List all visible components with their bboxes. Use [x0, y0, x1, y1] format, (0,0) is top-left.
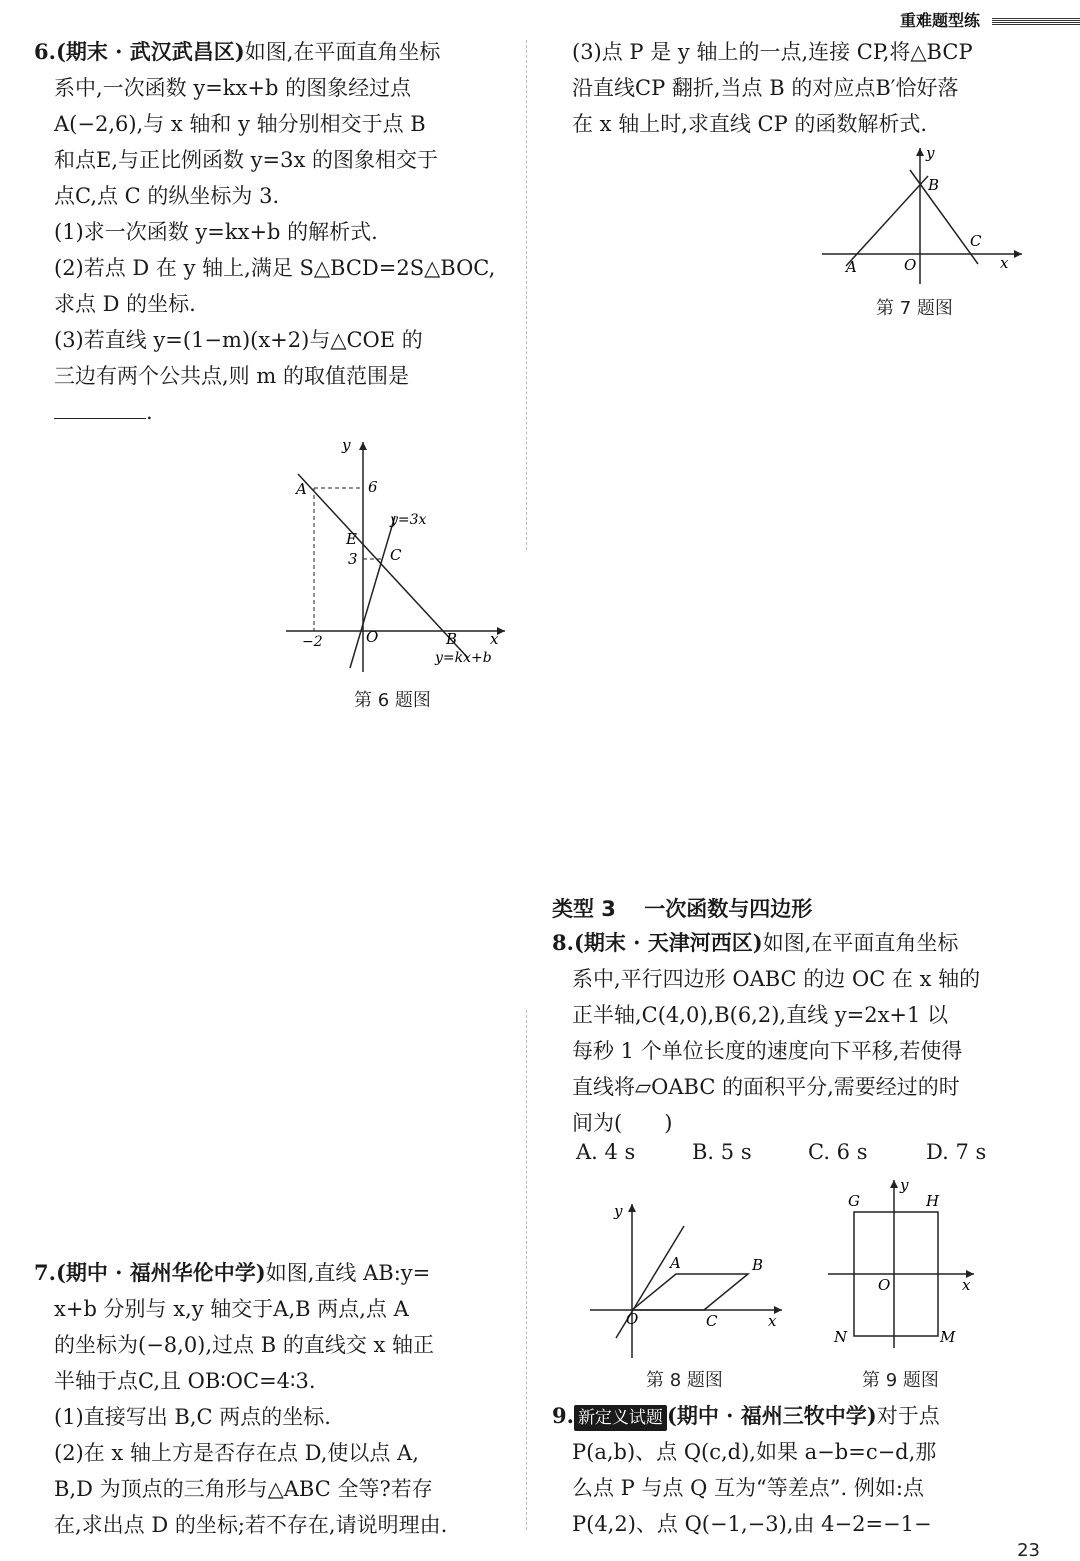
question-number: 6.	[34, 39, 56, 64]
label-y-axis: y	[900, 1176, 909, 1194]
question-7	[34, 1255, 514, 1543]
line-AB	[846, 176, 928, 266]
y-axis-arrow	[359, 442, 367, 450]
question-text-line: (3)点 P 是 y 轴上的一点,连接 CP,将△BCP	[572, 40, 973, 64]
question-text-line: x+b 分别与 x,y 轴交于A,B 两点,点 A	[54, 1297, 409, 1321]
y-axis-arrow	[628, 1204, 636, 1212]
question-source: (期末 · 武汉武昌区)	[55, 39, 245, 64]
label-point-B: B	[752, 1256, 764, 1274]
question-part-2-cont: B,D 为顶点的三角形与△ABC 全等?若存	[54, 1477, 433, 1501]
label-y-axis: y	[926, 144, 935, 162]
figure-7	[818, 144, 1028, 290]
question-source: (期中 · 福州三牧中学)	[666, 1403, 877, 1428]
label-point-C: C	[970, 232, 982, 250]
page-header	[900, 4, 1080, 32]
question-text-line: 在 x 轴上时,求直线 CP 的函数解析式.	[572, 112, 928, 136]
label-neg-two: −2	[302, 634, 323, 650]
question-source: (期末 · 天津河西区)	[573, 930, 763, 955]
question-text-line: 直线将▱OABC 的面积平分,需要经过的时	[572, 1075, 960, 1099]
column-divider-bottom	[526, 1010, 527, 1530]
choice-b[interactable]: B. 5 s	[692, 1140, 752, 1164]
figure-9	[822, 1174, 982, 1354]
label-point-B: B	[928, 176, 940, 194]
question-9	[552, 1398, 1032, 1542]
label-point-E: E	[346, 530, 357, 548]
label-x-axis: x	[1000, 254, 1009, 272]
label-three: 3	[348, 550, 358, 568]
figure-8	[586, 1198, 786, 1360]
question-text-line: 系中,平行四边形 OABC 的边 OC 在 x 轴的	[572, 967, 981, 991]
header-title: 重难题型练	[900, 11, 981, 30]
question-text-line: P(4,2)、点 Q(−1,−3),由 4−2=−1−	[572, 1512, 932, 1536]
question-text-line: 正半轴,C(4,0),B(6,2),直线 y=2x+1 以	[572, 1003, 949, 1027]
question-text-line: 的坐标为(−8,0),过点 B 的直线交 x 轴正	[54, 1333, 435, 1357]
question-part-3: (3)若直线 y=(1−m)(x+2)与△COE 的	[54, 328, 423, 352]
question-part-2-cont: 求点 D 的坐标.	[54, 292, 196, 316]
question-number: 9.	[552, 1403, 574, 1428]
label-y-axis: y	[614, 1202, 623, 1220]
choice-d[interactable]: D. 7 s	[926, 1140, 987, 1164]
figure-7-caption: 第 7 题图	[876, 298, 953, 319]
question-8	[552, 925, 1032, 1141]
figure-6	[280, 436, 510, 676]
question-text-line: 么点 P 与点 Q 互为“等差点”. 例如:点	[572, 1476, 924, 1500]
choice-c[interactable]: C. 6 s	[808, 1140, 868, 1164]
question-part-2: (2)若点 D 在 y 轴上,满足 S△BCD=2S△BOC,	[54, 256, 496, 280]
question-source: (期中 · 福州华伦中学)	[55, 1260, 266, 1285]
question-text-line: 每秒 1 个单位长度的速度向下平移,若使得	[572, 1039, 963, 1063]
question-part-3-cont: 三边有两个公共点,则 m 的取值范围是	[54, 364, 409, 388]
question-text-line: 和点E,与正比例函数 y=3x 的图象相交于	[54, 148, 439, 172]
question-text-line: 半轴于点C,且 OB∶OC=4∶3.	[54, 1369, 316, 1393]
label-point-A: A	[846, 258, 857, 276]
question-6	[34, 34, 514, 430]
question-text-line: 如图,在平面直角坐标	[244, 40, 441, 64]
label-point-G: G	[848, 1192, 860, 1210]
label-origin: O	[904, 256, 917, 274]
question-text-line: 点C,点 C 的纵坐标为 3.	[54, 184, 280, 208]
question-text-line: 沿直线CP 翻折,当点 B 的对应点B′恰好落	[572, 76, 959, 100]
question-7-continued	[572, 34, 1052, 142]
question-text-line: 如图,在平面直角坐标	[762, 931, 959, 955]
label-six: 6	[368, 478, 378, 496]
question-number: 7.	[34, 1260, 56, 1285]
question-part-1: (1)直接写出 B,C 两点的坐标.	[54, 1405, 331, 1429]
label-point-A: A	[670, 1254, 681, 1272]
section-title: 类型 3 一次函数与四边形	[552, 897, 813, 921]
label-point-H: H	[926, 1192, 940, 1210]
y-axis-arrow	[916, 148, 924, 156]
figure-8-caption: 第 8 题图	[646, 1370, 723, 1391]
y-axis-arrow	[890, 1180, 898, 1188]
question-part-1: (1)求一次函数 y=kx+b 的解析式.	[54, 220, 378, 244]
label-point-A: A	[296, 480, 307, 498]
label-x-axis: x	[962, 1276, 971, 1294]
page-number: 23	[1017, 1540, 1040, 1561]
question-part-2-cont: 在,求出点 D 的坐标;若不存在,请说明理由.	[54, 1513, 448, 1537]
label-point-C: C	[706, 1312, 718, 1330]
label-point-M: M	[940, 1328, 956, 1346]
question-text-line: 对于点	[876, 1404, 940, 1428]
label-origin: O	[878, 1276, 891, 1294]
label-x-axis: x	[768, 1312, 777, 1330]
answer-choices	[576, 1140, 1036, 1174]
question-number: 8.	[552, 930, 574, 955]
figure-6-caption: 第 6 题图	[354, 690, 431, 711]
question-text-line: 间为( )	[572, 1111, 673, 1135]
new-definition-badge: 新定义试题	[574, 1405, 667, 1431]
label-line-kx-b: y=kx+b	[435, 650, 492, 666]
question-text-line: P(a,b)、点 Q(c,d),如果 a−b=c−d,那	[572, 1440, 937, 1464]
question-text-line: 如图,直线 AB:y=	[265, 1261, 431, 1285]
label-y-axis: y	[342, 436, 351, 454]
parallelogram-OABC	[632, 1274, 748, 1310]
label-origin: O	[626, 1310, 639, 1328]
label-line-3x: y=3x	[390, 512, 427, 528]
label-point-N: N	[834, 1328, 848, 1346]
column-divider-top	[526, 40, 527, 550]
question-text-line: 系中,一次函数 y=kx+b 的图象经过点	[54, 76, 412, 100]
x-axis-arrow	[1014, 250, 1022, 258]
question-text-line: A(−2,6),与 x 轴和 y 轴分别相交于点 B	[54, 112, 426, 136]
question-part-2: (2)在 x 轴上方是否存在点 D,使以点 A,	[54, 1441, 419, 1465]
label-origin: O	[366, 628, 379, 646]
figure-9-caption: 第 9 题图	[862, 1370, 939, 1391]
label-point-B: B	[446, 630, 458, 648]
label-x-axis: x	[490, 630, 499, 648]
header-decoration	[992, 18, 1080, 26]
question-part-3-end: .	[146, 400, 153, 424]
answer-blank	[54, 398, 146, 419]
label-point-C: C	[390, 546, 402, 564]
choice-a[interactable]: A. 4 s	[576, 1140, 636, 1164]
